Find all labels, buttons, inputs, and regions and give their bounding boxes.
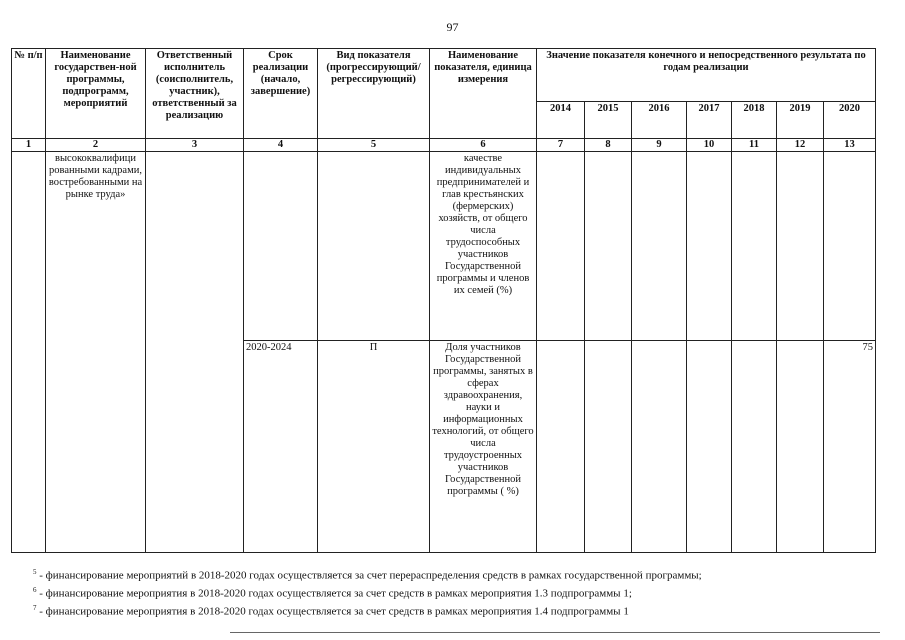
footnote-text: - финансирование мероприятия в 2018-2020 годах осуществляется за счет средств в рамках мероприятия 1.4 подпрограммы 1: [36, 605, 629, 618]
value-cell: [777, 152, 824, 341]
responsible-cell: [146, 152, 244, 553]
column-number: 2: [46, 139, 146, 152]
header-term: Срок реализации (начало, завершение): [244, 49, 318, 139]
indicator-type-cell: [318, 152, 430, 341]
value-cell: [732, 341, 777, 553]
header-year: 2015: [585, 102, 632, 139]
indicator-type-cell: П: [318, 341, 430, 553]
value-cell: [824, 152, 876, 341]
page-bottom-rule: [230, 632, 880, 633]
footnote-mark: 5: [33, 568, 37, 576]
column-number: 4: [244, 139, 318, 152]
value-cell: [537, 152, 585, 341]
header-year: 2016: [632, 102, 687, 139]
value-cell: [777, 341, 824, 553]
table-row: [12, 152, 876, 341]
header-years-group: Значение показателя конечного и непосредственного результата по годам реализации: [537, 49, 876, 102]
header-responsible: Ответственный исполнитель (соисполнитель, участник), ответственный за реализацию: [146, 49, 244, 139]
column-number: 13: [824, 139, 876, 152]
value-cell-2020: 75: [824, 341, 876, 553]
column-number: 7: [537, 139, 585, 152]
column-number: 5: [318, 139, 430, 152]
page-number: 97: [446, 20, 459, 34]
footnote: [33, 565, 702, 583]
header-year: 2017: [687, 102, 732, 139]
header-indicator-type: Вид показателя (прогрессирующий/ регрессирующий): [318, 49, 430, 139]
value-cell: [732, 152, 777, 341]
value-cell: [585, 152, 632, 341]
column-number: 1: [12, 139, 46, 152]
footnote-mark: 6: [33, 586, 37, 595]
header-number: № п/п: [12, 49, 46, 139]
row-number-cell: [12, 152, 46, 553]
program-name-cell: высококвалифици рованными кадрами, востребованными на рынке труда»: [46, 152, 146, 553]
header-year: 2019: [777, 102, 824, 139]
footnote: [33, 601, 702, 619]
footnote: [33, 583, 702, 601]
footnote-text: - финансирование мероприятия в 2018-2020 годах осуществляется за счет средств в рамках мероприятия 1.3 подпрограммы 1;: [36, 587, 632, 600]
value-cell: [632, 152, 687, 341]
value-cell: [687, 152, 732, 341]
column-number: 12: [777, 139, 824, 152]
indicator-name-cell: Доля участников Государственной программы, занятых в сферах здравоохранения, науки и информационных технологий, от общего числа трудоустроенных участников Государственной программы ( %): [430, 341, 537, 553]
footnotes: [33, 565, 702, 619]
term-cell: [244, 152, 318, 341]
column-number-row: [12, 139, 876, 152]
header-year: 2018: [732, 102, 777, 139]
column-number: 8: [585, 139, 632, 152]
indicators-table: [11, 48, 876, 553]
indicator-name-cell: качестве индивидуальных предпринимателей и глав крестьянских (фермерских) хозяйств, от общего числа трудоспособных участников Государственной программы и членов их семей (%): [430, 152, 537, 341]
footnote-text: - финансирование мероприятий в 2018-2020 годах осуществляется за счет перераспределения средств в рамках государственной программы;: [36, 569, 702, 582]
value-cell: [537, 341, 585, 553]
term-cell: 2020-2024: [244, 341, 318, 553]
value-cell: [585, 341, 632, 553]
column-number: 11: [732, 139, 777, 152]
column-number: 9: [632, 139, 687, 152]
header-year: 2020: [824, 102, 876, 139]
value-cell: [687, 341, 732, 553]
header-year: 2014: [537, 102, 585, 139]
header-indicator-name: Наименование показателя, единица измерения: [430, 49, 537, 139]
column-number: 10: [687, 139, 732, 152]
column-number: 6: [430, 139, 537, 152]
footnote-mark: 7: [33, 604, 37, 613]
value-cell: [632, 341, 687, 553]
column-number: 3: [146, 139, 244, 152]
header-program-name: Наименование государствен-ной программы, подпрограмм, мероприятий: [46, 49, 146, 139]
